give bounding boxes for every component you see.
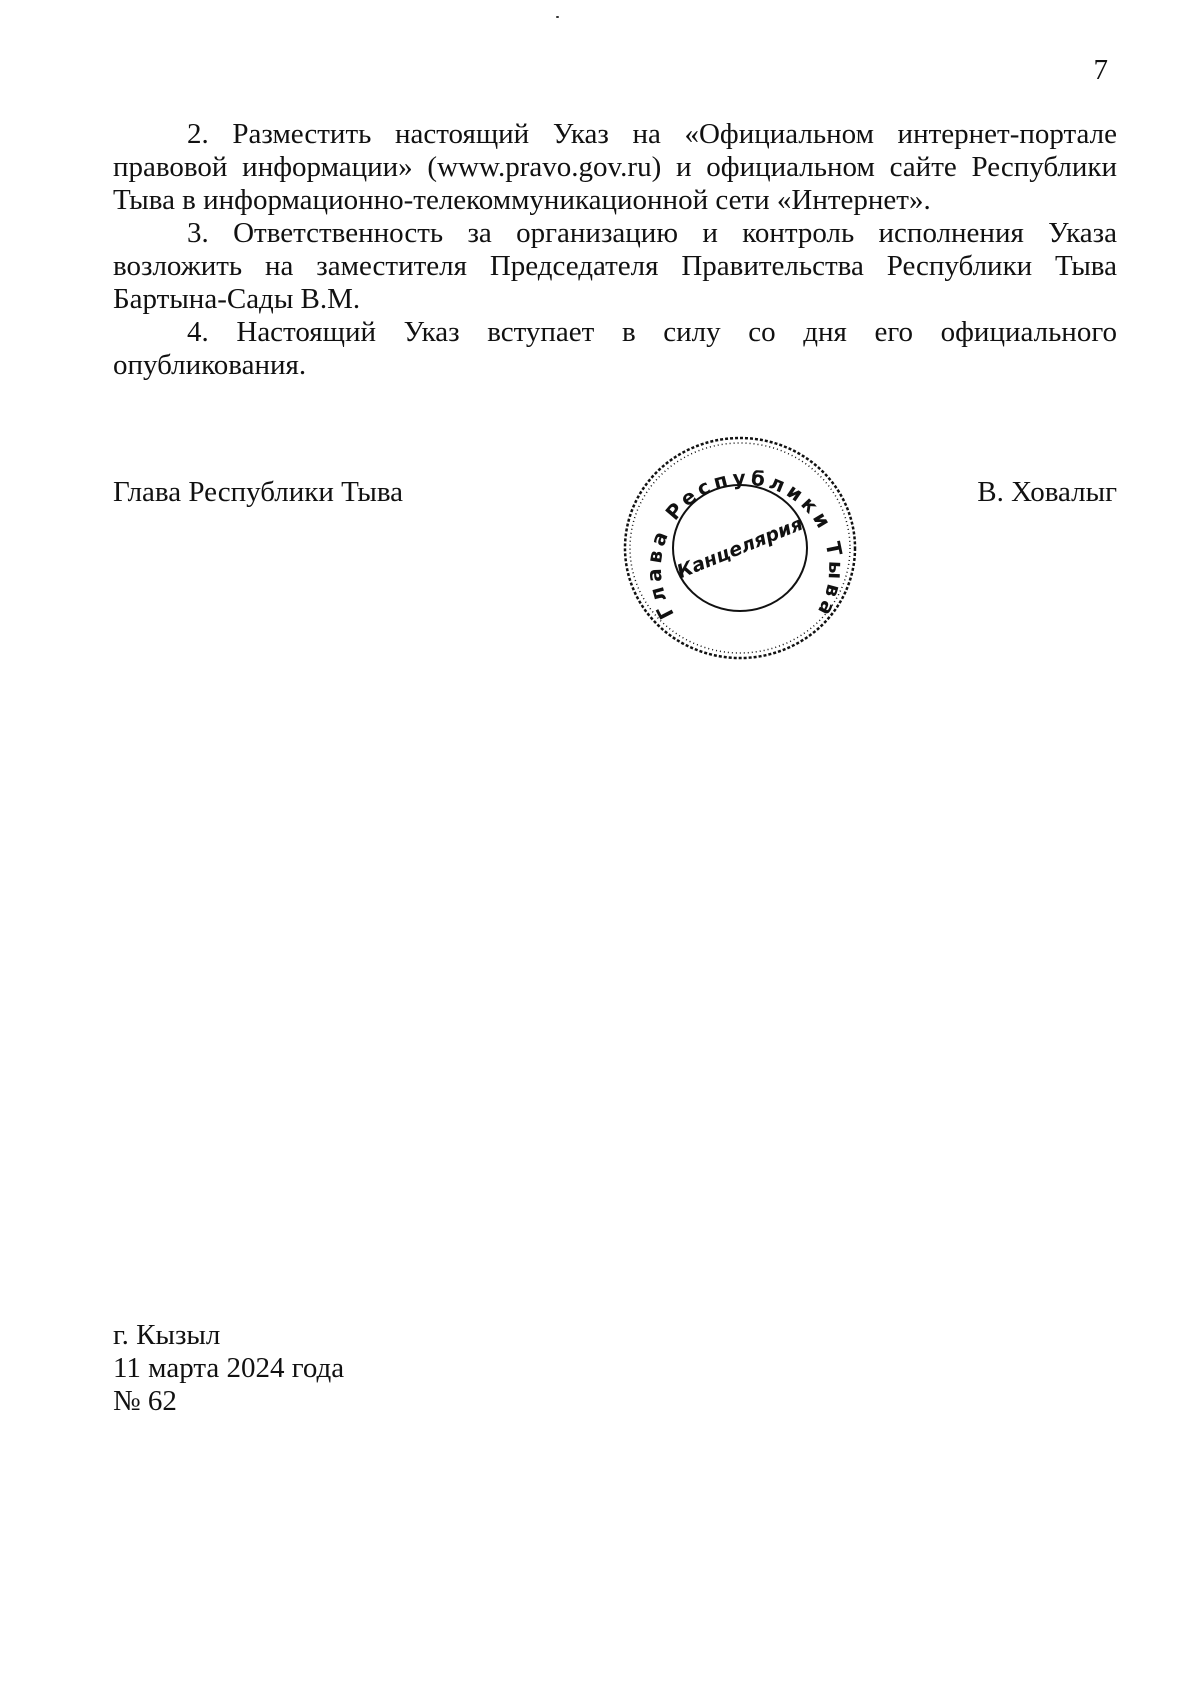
scan-artifact [556,16,559,18]
stamp-center-text: Канцелярия [673,512,807,584]
official-stamp [620,432,860,664]
paragraph-2: 2. Разместить настоящий Указ на «Официальном интернет-портале правовой информации» (www.pravo.gov.ru) и официальном сайте Республики Тыва в информационно-телекоммуникационной сети «Интернет». [113,118,1117,216]
signatory-name: В. Ховалыг [977,476,1117,508]
paragraph-3: 3. Ответственность за организацию и контроль исполнения Указа возложить на заместителя Председателя Правительства Республики Тыва Бартына-Сады В.М. [113,217,1117,315]
stamp-outer-text: Глава Республики Тыва [641,465,849,624]
issue-date: 11 марта 2024 года [113,1352,345,1384]
signatory-position: Глава Республики Тыва [113,476,404,508]
issue-city: г. Кызыл [113,1319,221,1351]
page-number: 7 [1093,54,1108,86]
decree-body [113,118,1117,382]
decree-footer [113,1319,344,1418]
paragraph-4: 4. Настоящий Указ вступает в силу со дня его официального опубликования. [113,316,1117,381]
decree-number: № 62 [113,1385,177,1417]
